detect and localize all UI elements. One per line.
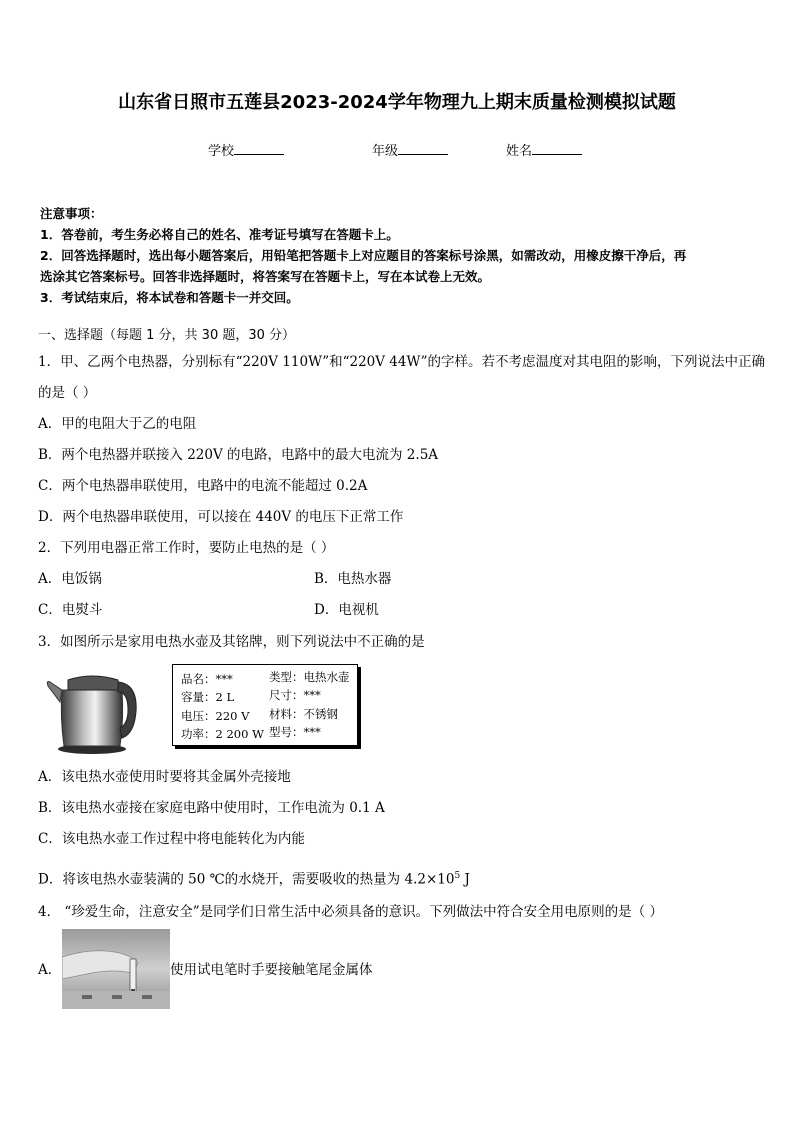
electric-kettle-image — [44, 668, 140, 756]
q1-stem: 1．甲、乙两个电热器，分别标有“220V 110W”和“220V 44W”的字样。若不考虑温度对其电阻的影响，下列说法中正确 — [38, 354, 766, 370]
plate-size: 尺寸：*** — [269, 688, 321, 702]
q1-option-c: C．两个电热器串联使用，电路中的电流不能超过 0.2A — [38, 478, 368, 494]
q3-option-a: A．该电热水壶使用时要将其金属外壳接地 — [38, 769, 291, 785]
q3-stem: 3．如图所示是家用电热水壶及其铭牌，则下列说法中不正确的是 — [38, 634, 425, 650]
plate-power: 功率：2 200 W — [181, 727, 264, 741]
school-field — [208, 140, 284, 159]
grade-label: 年级 — [372, 144, 399, 159]
school-label: 学校 — [208, 144, 235, 159]
q1-option-b: B．两个电热器并联接入 220V 的电路，电路中的最大电流为 2.5A — [38, 447, 439, 463]
q3-option-d — [38, 866, 470, 890]
name-label: 姓名 — [506, 144, 533, 159]
section-heading: 一、选择题（每题 1 分，共 30 题，30 分） — [38, 328, 296, 343]
q3-option-d-exponent: 5 — [454, 871, 461, 881]
school-blank[interactable] — [234, 142, 284, 155]
exam-title: 山东省日照市五莲县2023-2024学年物理九上期末质量检测模拟试题 — [118, 92, 676, 113]
q1-stem-cont: 的是（ ） — [38, 385, 97, 401]
q4-option-a-label: A． — [38, 962, 62, 978]
q3-option-b: B．该电热水壶接在家庭电路中使用时，工作电流为 0.1 A — [38, 800, 385, 816]
grade-blank[interactable] — [398, 142, 448, 155]
notice-heading: 注意事项： — [40, 206, 103, 221]
q3-option-d-text: D．将该电热水壶装满的 50 ℃的水烧开，需要吸收的热量为 4.2×10 — [38, 871, 455, 888]
notice-block — [40, 203, 760, 308]
q1-option-a: A．甲的电阻大于乙的电阻 — [38, 416, 197, 432]
q3-option-c: C．该电热水壶工作过程中将电能转化为内能 — [38, 831, 305, 847]
q4-stem: 4． “珍爱生命，注意安全”是同学们日常生活中必须具备的意识。下列做法中符合安全用电原则的是（ ） — [38, 904, 663, 920]
q2-option-c: C．电熨斗 — [38, 602, 103, 618]
test-pen-photo — [62, 929, 170, 1009]
kettle-nameplate — [172, 664, 358, 746]
q2-stem: 2．下列用电器正常工作时，要防止电热的是（ ） — [38, 540, 335, 556]
name-field — [506, 140, 582, 159]
q2-option-b: B．电热水器 — [314, 571, 392, 587]
q3-option-d-unit: J — [460, 871, 470, 888]
plate-voltage: 电压：220 V — [181, 709, 250, 723]
notice-item-1: 1．答卷前，考生务必将自己的姓名、准考证号填写在答题卡上。 — [40, 227, 399, 242]
q2-option-a: A．电饭锅 — [38, 571, 102, 587]
plate-product-name: 品名：*** — [181, 672, 233, 686]
plate-capacity: 容量：2 L — [181, 690, 235, 704]
notice-item-2: 2．回答选择题时，选出每小题答案后，用铅笔把答题卡上对应题目的答案标号涂黑，如需改动，用橡皮擦干净后，再 — [40, 248, 687, 263]
plate-model: 型号：*** — [269, 725, 321, 739]
q4-option-a: 使用试电笔时手要接触笔尾金属体 — [170, 962, 373, 978]
name-blank[interactable] — [532, 142, 582, 155]
notice-item-3: 3．考试结束后，将本试卷和答题卡一并交回。 — [40, 290, 299, 305]
grade-field — [372, 140, 448, 159]
plate-type: 类型：电热水壶 — [269, 670, 350, 684]
q1-option-d: D．两个电热器串联使用，可以接在 440V 的电压下正常工作 — [38, 509, 404, 525]
notice-item-2-cont: 选涂其它答案标号。回答非选择题时，将答案写在答题卡上，写在本试卷上无效。 — [40, 269, 491, 284]
q2-option-d: D．电视机 — [314, 602, 379, 618]
plate-material: 材料：不锈钢 — [269, 707, 338, 721]
